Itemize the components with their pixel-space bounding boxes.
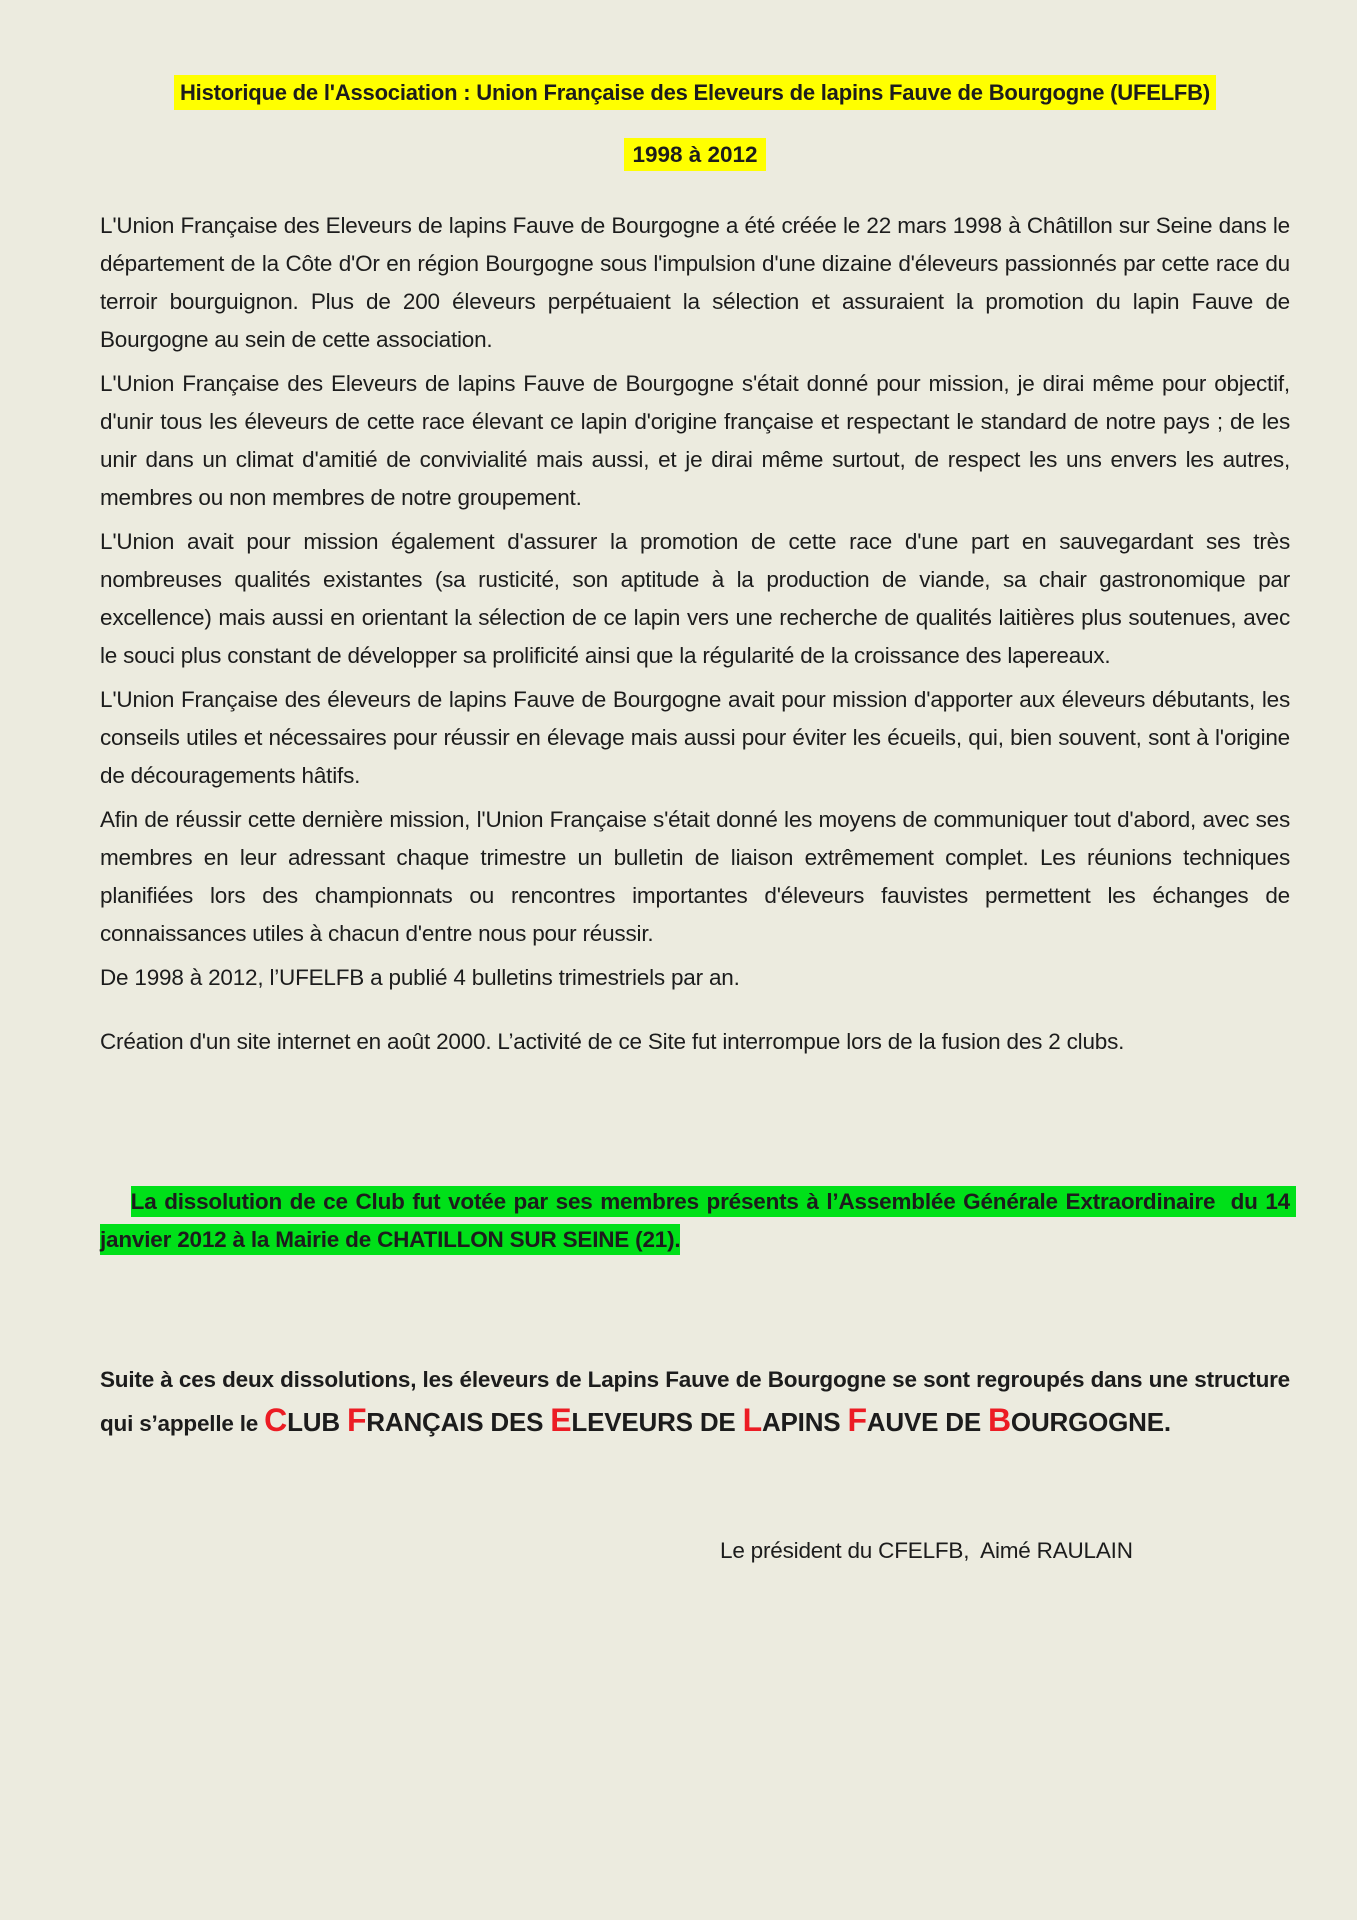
club-name-text: LEVEURS DE <box>571 1407 743 1437</box>
paragraph-promotion-race: L'Union avait pour mission également d'assurer la promotion de cette race d'une part en sauvegardant ses très nombreuses qualités existantes (sa rusticité, son aptitude à la production de viande, sa chair gastronomique par excellence) mais aussi en orientant la sélection de ce lapin vers une recherche de qualités laitières plus soutenues, avec le souci plus constant de développer sa prolificité ainsi que la régularité de la croissance des lapereaux. <box>100 529 1290 668</box>
paragraph-founding: L'Union Française des Eleveurs de lapins Fauve de Bourgogne a été créée le 22 mars 1998 à Châtillon sur Seine dans le département de la Côte d'Or en région Bourgogne sous l'impulsion d'une dizaine d'éleveurs passionnés par cette race du terroir bourguignon. Plus de 200 éleveurs perpétuaient la sélection et assuraient la promotion du lapin Fauve de Bourgogne au sein de cette association. <box>100 213 1290 352</box>
club-name-text: RANÇAIS DES <box>366 1407 551 1437</box>
club-name-text: APINS <box>761 1407 848 1437</box>
closing-paragraph <box>100 1360 1290 1444</box>
document-title: Historique de l'Association : Union Française des Eleveurs de lapins Fauve de Bourgogne (UFELFB) <box>174 75 1216 110</box>
dissolution-highlight: La dissolution de ce Club fut votée par ses membres présents à l’Assemblée Générale Extraordinaire du 14 janvier 2012 à la Mairie de CHATILLON SUR SEINE (21). <box>100 1186 1296 1255</box>
club-name-initial: E <box>550 1402 572 1438</box>
club-name-text: OURGOGNE. <box>1010 1407 1171 1437</box>
subtitle-block <box>100 138 1290 171</box>
paragraph-site-internet: Création d'un site internet en août 2000. L’activité de ce Site fut interrompue lors de la fusion des 2 clubs. <box>100 1029 1125 1054</box>
club-name-initial: F <box>847 1402 867 1438</box>
club-name-text: AUVE DE <box>866 1407 988 1437</box>
paragraph-aide-debutants: L'Union Française des éleveurs de lapins Fauve de Bourgogne avait pour mission d'apporter aux éleveurs débutants, les conseils utiles et nécessaires pour réussir en élevage mais aussi pour éviter les écueils, qui, bien souvent, sont à l'origine de découragements hâtifs. <box>100 687 1290 788</box>
dissolution-notice <box>100 1145 1297 1297</box>
paragraph-communication: Afin de réussir cette dernière mission, l'Union Française s'était donné les moyens de communiquer tout d'abord, avec ses membres en leur adressant chaque trimestre un bulletin de liaison extrêmement complet. Les réunions techniques planifiées lors des championnats ou rencontres importantes d'éleveurs fauvistes permettent les échanges de connaissances utiles à chacun d'entre nous pour réussir. <box>100 807 1290 946</box>
club-name-initial: B <box>988 1402 1011 1438</box>
club-name-initial: L <box>742 1402 762 1438</box>
club-name-text: LUB <box>287 1407 347 1437</box>
signature-line: Le président du CFELFB, Aimé RAULAIN <box>720 1538 1133 1563</box>
club-name <box>264 1402 1171 1438</box>
title-block <box>100 75 1290 111</box>
club-name-initial: F <box>346 1402 367 1438</box>
club-name-initial: C <box>264 1402 288 1438</box>
closing-intro: Suite à ces deux dissolutions, les éleveurs de Lapins Fauve de Bourgogne se sont regroupés dans une structure qui s’appelle le <box>100 1367 1290 1436</box>
paragraph-bulletins: De 1998 à 2012, l’UFELFB a publié 4 bulletins trimestriels par an. <box>100 965 740 990</box>
document-subtitle: 1998 à 2012 <box>624 138 765 171</box>
paragraph-mission-union: L'Union Française des Eleveurs de lapins Fauve de Bourgogne s'était donné pour mission, je dirai même pour objectif, d'unir tous les éleveurs de cette race élevant ce lapin d'origine française et respectant le standard de notre pays ; de les unir dans un climat d'amitié de convivialité mais aussi, et je dirai même surtout, de respect les uns envers les autres, membres ou non membres de notre groupement. <box>100 371 1290 510</box>
